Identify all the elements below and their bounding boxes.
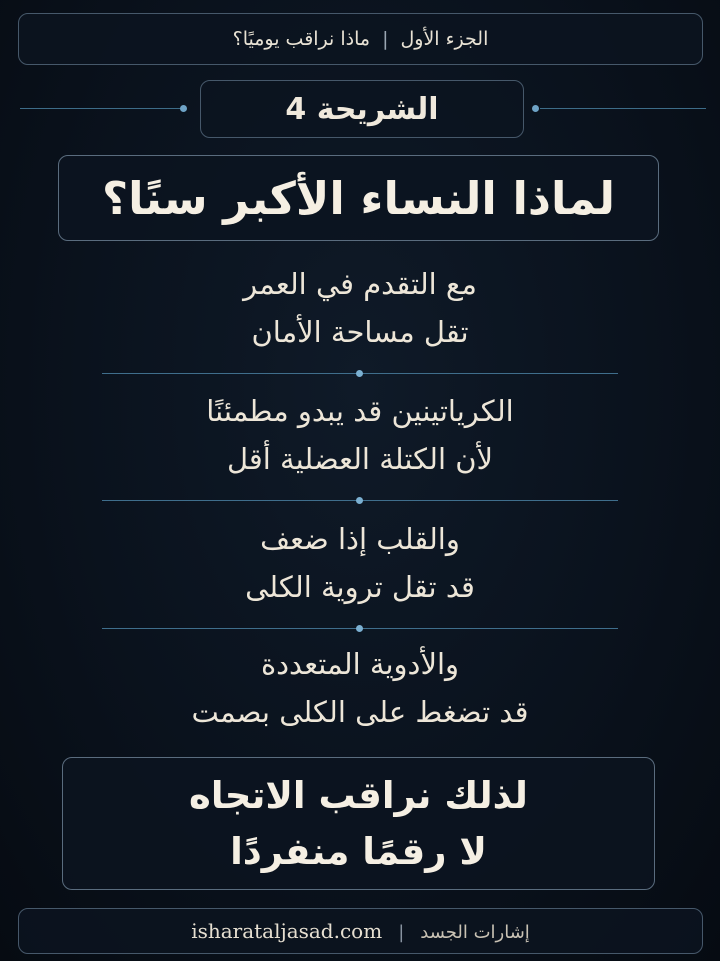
section-2-line1: الكرياتينين قد يبدو مطمئنًا [206,394,514,428]
divider-1-dot [356,370,363,377]
slide-line-right [540,108,706,109]
divider-2 [102,500,618,501]
footer-brand: إشارات الجسد [420,922,530,943]
slide-line-left [20,108,185,109]
slide-label-text: الشريحة 4 [285,91,439,127]
header-subtitle: ماذا نراقب يوميًا؟ [232,28,371,50]
divider-3 [102,628,618,629]
footer-bar [18,908,703,954]
header-bar [18,13,703,65]
header-part: الجزء الأول [400,28,489,50]
footer-website: isharataljasad.com [191,919,383,943]
divider-3-dot [356,625,363,632]
section-3-line1: والقلب إذا ضعف [260,522,460,556]
slide-line-left-dot [180,105,187,112]
header-separator: | [382,28,389,50]
section-3 [60,515,660,611]
conclusion-line2: لا رقمًا منفردًا [230,829,487,873]
section-4 [60,640,660,736]
footer-separator: | [398,922,405,943]
section-1-line1: مع التقدم في العمر [243,267,477,301]
title-box [58,155,659,241]
divider-2-dot [356,497,363,504]
section-1-line2: تقل مساحة الأمان [251,315,469,349]
section-4-line1: والأدوية المتعددة [260,647,460,681]
slide-line-right-dot [532,105,539,112]
section-1 [60,260,660,356]
section-3-line2: قد تقل تروية الكلى [245,570,475,604]
page-title: لماذا النساء الأكبر سنًا؟ [102,171,615,225]
slide-label [200,80,524,138]
divider-1 [102,373,618,374]
conclusion-line1: لذلك نراقب الاتجاه [189,773,528,817]
section-4-line2: قد تضغط على الكلى بصمت [191,695,529,729]
section-2 [60,387,660,483]
section-2-line2: لأن الكتلة العضلية أقل [226,442,494,476]
conclusion-box [62,757,655,890]
